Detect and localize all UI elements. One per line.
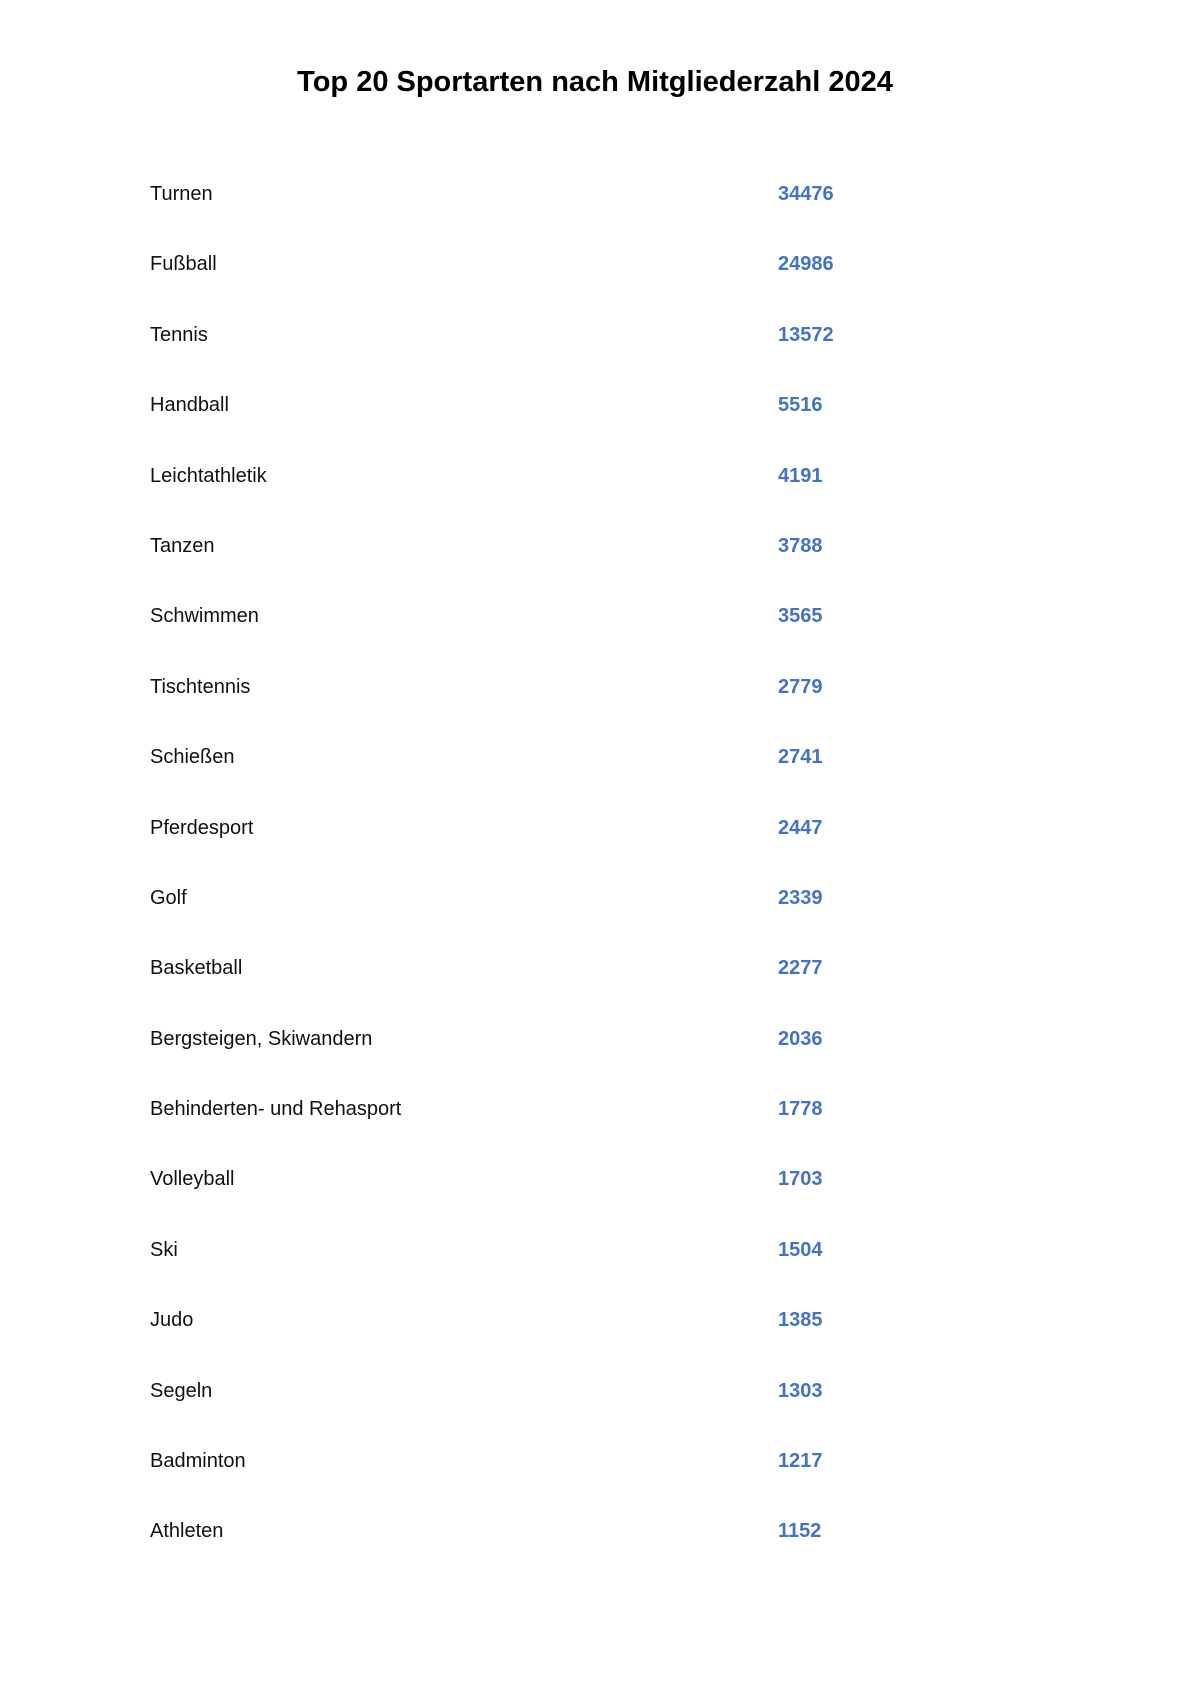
member-count: 1152 — [778, 1520, 822, 1543]
list-item — [150, 183, 950, 253]
member-count: 4191 — [778, 464, 823, 487]
sport-name: Schießen — [150, 746, 235, 769]
sport-name: Tennis — [150, 323, 208, 346]
sport-name: Turnen — [150, 183, 213, 205]
sport-name: Ski — [150, 1238, 178, 1261]
list-item — [150, 605, 950, 675]
member-count: 1217 — [778, 1450, 823, 1473]
list-item — [150, 1450, 950, 1520]
list-item — [150, 1380, 950, 1450]
sport-name: Golf — [150, 886, 187, 909]
list-item — [150, 957, 950, 1027]
sport-name: Leichtathletik — [150, 464, 267, 487]
list-item — [150, 676, 950, 746]
page-title: Top 20 Sportarten nach Mitgliederzahl 2024 — [297, 66, 893, 98]
sport-name: Volleyball — [150, 1168, 235, 1191]
list-item — [150, 1309, 950, 1379]
member-count: 1778 — [778, 1098, 823, 1121]
sport-name: Badminton — [150, 1450, 246, 1473]
member-count: 1703 — [778, 1168, 823, 1191]
member-count: 3565 — [778, 605, 823, 628]
sport-name: Handball — [150, 394, 229, 417]
sport-name: Behinderten- und Rehasport — [150, 1098, 402, 1121]
list-item — [150, 1239, 950, 1309]
member-count: 2339 — [778, 886, 823, 909]
sport-name: Pferdesport — [150, 816, 254, 839]
list-item — [150, 817, 950, 887]
list-item — [150, 253, 950, 323]
member-count: 1504 — [778, 1238, 823, 1261]
list-item — [150, 394, 950, 464]
member-count: 24986 — [778, 253, 834, 276]
sport-name: Basketball — [150, 957, 243, 980]
list-item — [150, 1168, 950, 1238]
member-count: 2447 — [778, 816, 823, 839]
member-count: 2277 — [778, 957, 823, 980]
sport-name: Fußball — [150, 253, 217, 276]
member-count: 5516 — [778, 394, 823, 417]
sport-name: Bergsteigen, Skiwandern — [150, 1027, 373, 1050]
member-count: 1385 — [778, 1309, 823, 1332]
list-item — [150, 535, 950, 605]
sport-name: Athleten — [150, 1520, 224, 1543]
list-item — [150, 746, 950, 816]
member-count: 2036 — [778, 1027, 823, 1050]
sport-name: Tanzen — [150, 534, 215, 557]
member-count: 2741 — [778, 746, 823, 769]
member-count: 34476 — [778, 183, 834, 205]
sport-name: Schwimmen — [150, 605, 259, 628]
list-item — [150, 1028, 950, 1098]
member-count: 13572 — [778, 323, 834, 346]
list-item — [150, 465, 950, 535]
sport-name: Judo — [150, 1309, 194, 1332]
list-item — [150, 1520, 950, 1590]
list-item — [150, 1098, 950, 1168]
list-item — [150, 887, 950, 957]
member-count: 1303 — [778, 1379, 823, 1402]
sport-name: Segeln — [150, 1379, 213, 1402]
list-item — [150, 324, 950, 394]
sport-list — [150, 183, 950, 1591]
member-count: 3788 — [778, 534, 823, 557]
sport-name: Tischtennis — [150, 675, 251, 698]
member-count: 2779 — [778, 675, 823, 698]
